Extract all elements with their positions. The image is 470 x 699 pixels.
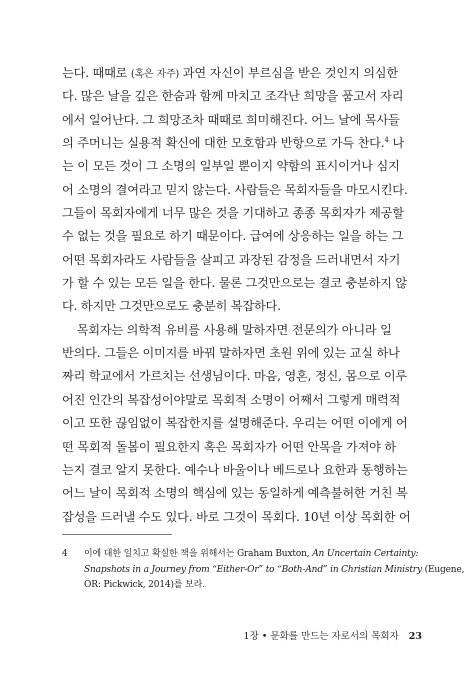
text-line: 는지 결코 알지 못한다. 예수나 바울이나 베드로나 요한과 동행하는 <box>62 462 408 477</box>
page-number: 23 <box>408 631 422 642</box>
footnote-number: 4 <box>62 549 68 559</box>
page-footer <box>244 628 422 642</box>
paragraph <box>62 62 419 319</box>
text-line: 떤 목회적 돌봄이 필요한지 혹은 목회자가 어떤 안목을 가져야 하 <box>62 439 396 454</box>
text-line: 반의다. 그들은 이미지를 바꿔 말하자면 초원 위에 있는 교실 하나 <box>62 346 400 361</box>
text-line: 다. 하지만 그것만으로도 충분히 복잡하다. <box>62 299 281 314</box>
text-line: 에서 일어난다. 그 희망조차 때때로 희미해진다. 어느 날에 목사들 <box>62 112 400 127</box>
text-line: 수 없는 것을 필요로 하기 때문이다. 급여에 상응하는 일을 하는 그 <box>62 229 404 244</box>
footnote-line: Snapshots in a Journey from “Either-Or” to “Both-And” in Christian Ministry (Eugene, <box>84 564 465 575</box>
paragraph <box>62 319 419 529</box>
footnote-divider <box>62 534 172 535</box>
book-title: An Uncertain Certainty: <box>312 549 419 559</box>
text-line: 어떤 목회자라도 사람들을 살피고 과장된 감정을 드러내면서 자기 <box>62 252 401 267</box>
text-line: 어 소명의 결여라고 믿지 않는다. 사람들은 목회자들을 마모시킨다. <box>62 182 408 197</box>
text-line: 의 주머니는 실용적 확신에 대한 모호함과 반항으로 가득 찬다.$^4$ 나 <box>62 136 404 151</box>
text-line: 짜리 학교에서 가르치는 선생님이다. 마음, 영혼, 정신, 몸으로 이루 <box>62 369 407 384</box>
text-line: 는다. 때때로 (혹은 자주) 과연 자신이 부르심을 받은 것인지 의심한 <box>62 66 398 80</box>
text-line: 어진 인간의 복잡성이야말로 목회적 소명이 어째서 그렇게 매력적 <box>62 392 401 407</box>
text-line: 그들이 목회자에게 너무 많은 것을 기대하고 종종 목회자가 제공할 <box>62 206 404 221</box>
text-line: 는 이 모든 것이 그 소명의 일부일 뿐이지 약함의 표시이거나 심지 <box>62 159 400 174</box>
text-line: 이고 또한 끊임없이 복잡한지를 설명해준다. 우리는 어떤 이에게 어 <box>62 416 408 431</box>
footnote-text <box>84 547 465 594</box>
text-line: 다. 많은 날을 깊은 한숨과 함께 마치고 조각난 희망을 품고서 자리 <box>62 89 404 104</box>
text-line: 가 할 수 있는 모든 일을 한다. 물론 그것만으로는 결코 충분하지 않 <box>62 276 407 291</box>
text-line: 목회자는 의학적 유비를 사용해 말하자면 전문의가 아니라 일 <box>62 322 392 337</box>
book-title: Snapshots in a Journey from “Either-Or” to “Both-And” in Christian Ministry <box>84 564 422 575</box>
footnote-line: 이에 대한 일치고 확실한 책을 위해서는 Graham Buxton, An Uncertain Certainty: <box>84 549 419 559</box>
running-title: 1장 • 문화를 만드는 자로서의 목회자 <box>243 631 399 642</box>
text-line: 잡성을 드러낼 수도 있다. 바로 그것이 목회다. 10년 이상 목회한 어 <box>62 509 411 524</box>
footnote-line: OR: Pickwick, 2014)를 보라. <box>84 580 205 590</box>
text-line: 어느 날이 목회적 소명의 핵심에 있는 동일하게 예측불허한 거친 복 <box>62 486 408 501</box>
footnote-reference[interactable]: 4 <box>384 136 389 145</box>
main-text <box>62 62 419 529</box>
